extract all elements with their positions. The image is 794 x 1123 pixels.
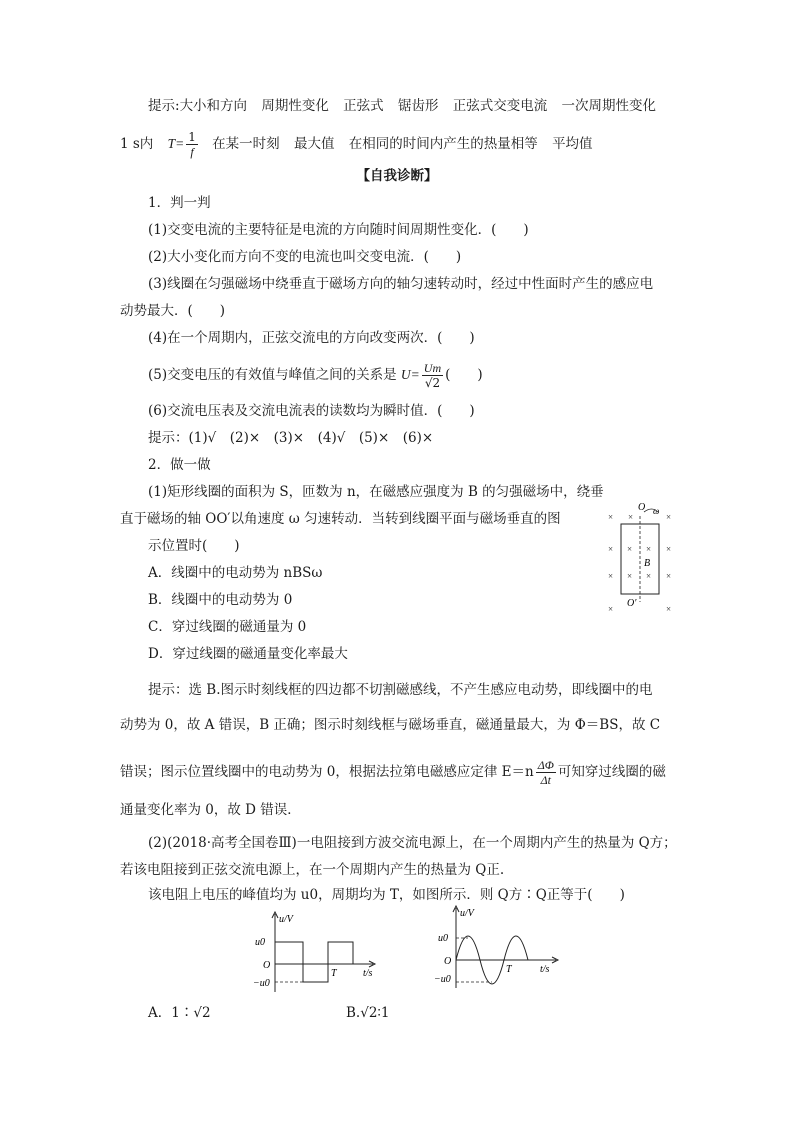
problem-1-line-3: 示位置时( ) <box>148 538 240 554</box>
field-cross-icon: × <box>666 512 672 522</box>
q2-option-b: B.√2∶1 <box>346 1005 390 1021</box>
judge-heading: 1．判一判 <box>148 195 211 211</box>
do-heading: 2．做一做 <box>148 457 211 473</box>
judge-question-3-cont: 动势最大．( ) <box>120 303 226 319</box>
explanation-text: 错误；图示位置线圈中的电动势为 0，根据法拉第电磁感应定律 E＝n <box>120 764 534 780</box>
period-label: T <box>331 968 337 979</box>
tick-u0: u0 <box>438 933 448 944</box>
fraction-denominator: Δt <box>540 773 552 787</box>
hint-label: 提示: <box>148 98 180 114</box>
judge-question-3: (3)线圈在匀强磁场中绕垂直于磁场方向的轴匀速转动时，经过中性面时产生的感应电 <box>148 276 654 292</box>
option-b: B．线圈中的电动势为 0 <box>148 592 293 608</box>
judge-question-6: (6)交流电压表及交流电流表的读数均为瞬时值．( ) <box>148 403 475 419</box>
q2-option-a: A．1∶√2 <box>148 1005 211 1021</box>
hint-item: 大小和方向 <box>179 98 248 114</box>
fraction-denominator: √2 <box>424 376 441 390</box>
question-5-text: (5)交变电压的有效值与峰值之间的关系是 <box>148 367 397 383</box>
problem-2-line-3: 该电阻上电压的峰值均为 u0，周期均为 T，如图所示．则 Q方∶Q正等于( ) <box>148 887 625 903</box>
field-label-b: B <box>644 558 651 569</box>
hint-item: 锯齿形 <box>397 98 439 114</box>
problem-1-line-2: 直于磁场的轴 OO′以角速度 ω 匀速转动．当转到线圈平面与磁场垂直的图 <box>120 511 561 527</box>
fraction-denominator: f <box>190 145 194 159</box>
tick-neg-u0: −u0 <box>253 978 270 989</box>
judge-question-2: (2)大小变化而方向不变的电流也叫交变电流．( ) <box>148 249 462 265</box>
square-wave <box>275 942 353 982</box>
explanation-line-3 <box>120 758 666 787</box>
field-cross-icon: × <box>646 571 652 581</box>
field-cross-icon: × <box>666 544 672 554</box>
field-cross-icon: × <box>628 512 634 522</box>
y-axis-label: u/V <box>460 908 474 919</box>
judge-question-1: (1)交变电流的主要特征是电流的方向随时间周期性变化．( ) <box>148 222 529 238</box>
option-a: A．线圈中的电动势为 nBSω <box>148 565 323 581</box>
origin-label: O <box>263 960 271 971</box>
hint-item: 一次周期性变化 <box>561 98 657 114</box>
problem-1-line-1: (1)矩形线圈的面积为 S，匝数为 n，在磁感应强度为 B 的匀强磁场中，绕垂 <box>148 484 604 500</box>
axis-label-o: O <box>638 502 646 513</box>
hint-item: 正弦式交变电流 <box>452 98 548 114</box>
field-cross-icon: × <box>666 571 672 581</box>
explanation-line-4: 通量变化率为 0，故 D 错误． <box>120 802 301 818</box>
field-markers <box>608 512 671 614</box>
period-formula-lhs: T= <box>167 136 185 151</box>
period-label: T <box>506 964 512 975</box>
field-cross-icon: × <box>608 571 614 581</box>
axis-label-o-prime: O′ <box>627 598 637 609</box>
origin-label: O <box>444 956 452 967</box>
period-fraction <box>186 130 198 159</box>
sine-wave-graph <box>426 904 576 992</box>
rms-fraction <box>422 361 443 390</box>
option-d: D．穿过线圈的磁通量变化率最大 <box>148 646 348 662</box>
problem-2-line-1: (2)(2018·高考全国卷Ⅲ)一电阻接到方波交流电源上，在一个周期内产生的热量为 Q方； <box>148 835 677 851</box>
field-cross-icon: × <box>608 544 614 554</box>
voltage-symbol: U= <box>400 367 420 382</box>
hint-text: 最大值 <box>293 136 335 152</box>
judge-question-5 <box>148 361 483 390</box>
hint-text: 1 s内 <box>120 136 154 152</box>
coil-field-diagram <box>600 498 690 620</box>
explanation-text: 可知穿过线圈的磁 <box>557 764 666 780</box>
hint-text: 在某一时刻 <box>212 136 280 152</box>
hint-text: 在相同的时间内产生的热量相等 <box>348 136 538 152</box>
x-axis-label: t/s <box>540 964 550 975</box>
field-cross-icon: × <box>646 544 652 554</box>
y-axis-label: u/V <box>279 914 293 925</box>
hint-item: 周期性变化 <box>261 98 329 114</box>
option-c: C．穿过线圈的磁通量为 0 <box>148 619 307 635</box>
square-wave-graph <box>255 910 395 995</box>
section-title: 【自我诊断】 <box>356 168 438 184</box>
fraction-numerator: Um <box>423 361 442 375</box>
hint-line-1 <box>148 96 656 116</box>
hint-item: 正弦式 <box>343 98 384 114</box>
tick-neg-u0: −u0 <box>434 974 451 985</box>
field-cross-icon: × <box>666 604 672 614</box>
faraday-fraction <box>536 758 556 787</box>
explanation-line-2: 动势为 0，故 A 错误，B 正确；图示时刻线框与磁场垂直，磁通量最大，为 Φ＝BS，故 C <box>120 717 661 733</box>
fraction-numerator: ΔΦ <box>537 758 554 772</box>
problem-2-line-2: 若该电阻接到正弦交流电源上，在一个周期内产生的热量为 Q正. <box>120 862 505 878</box>
field-cross-icon: × <box>627 571 633 581</box>
field-cross-icon: × <box>608 512 614 522</box>
tick-u0: u0 <box>255 937 265 948</box>
answer-blank: ( ) <box>445 367 483 383</box>
omega-label: ω <box>653 506 660 516</box>
explanation-line-1: 提示：选 B.图示时刻线框的四边都不切割磁感线，不产生感应电动势，即线圈中的电 <box>148 682 653 698</box>
hint-line-2 <box>120 130 593 159</box>
hint-text: 平均值 <box>552 136 593 152</box>
x-axis-label: t/s <box>363 968 373 979</box>
judge-answers: 提示：(1)√ (2)× (3)× (4)√ (5)× (6)× <box>148 430 434 446</box>
judge-question-4: (4)在一个周期内，正弦交流电的方向改变两次．( ) <box>148 330 475 346</box>
field-cross-icon: × <box>627 544 633 554</box>
field-cross-icon: × <box>608 604 614 614</box>
fraction-numerator: 1 <box>188 130 196 144</box>
